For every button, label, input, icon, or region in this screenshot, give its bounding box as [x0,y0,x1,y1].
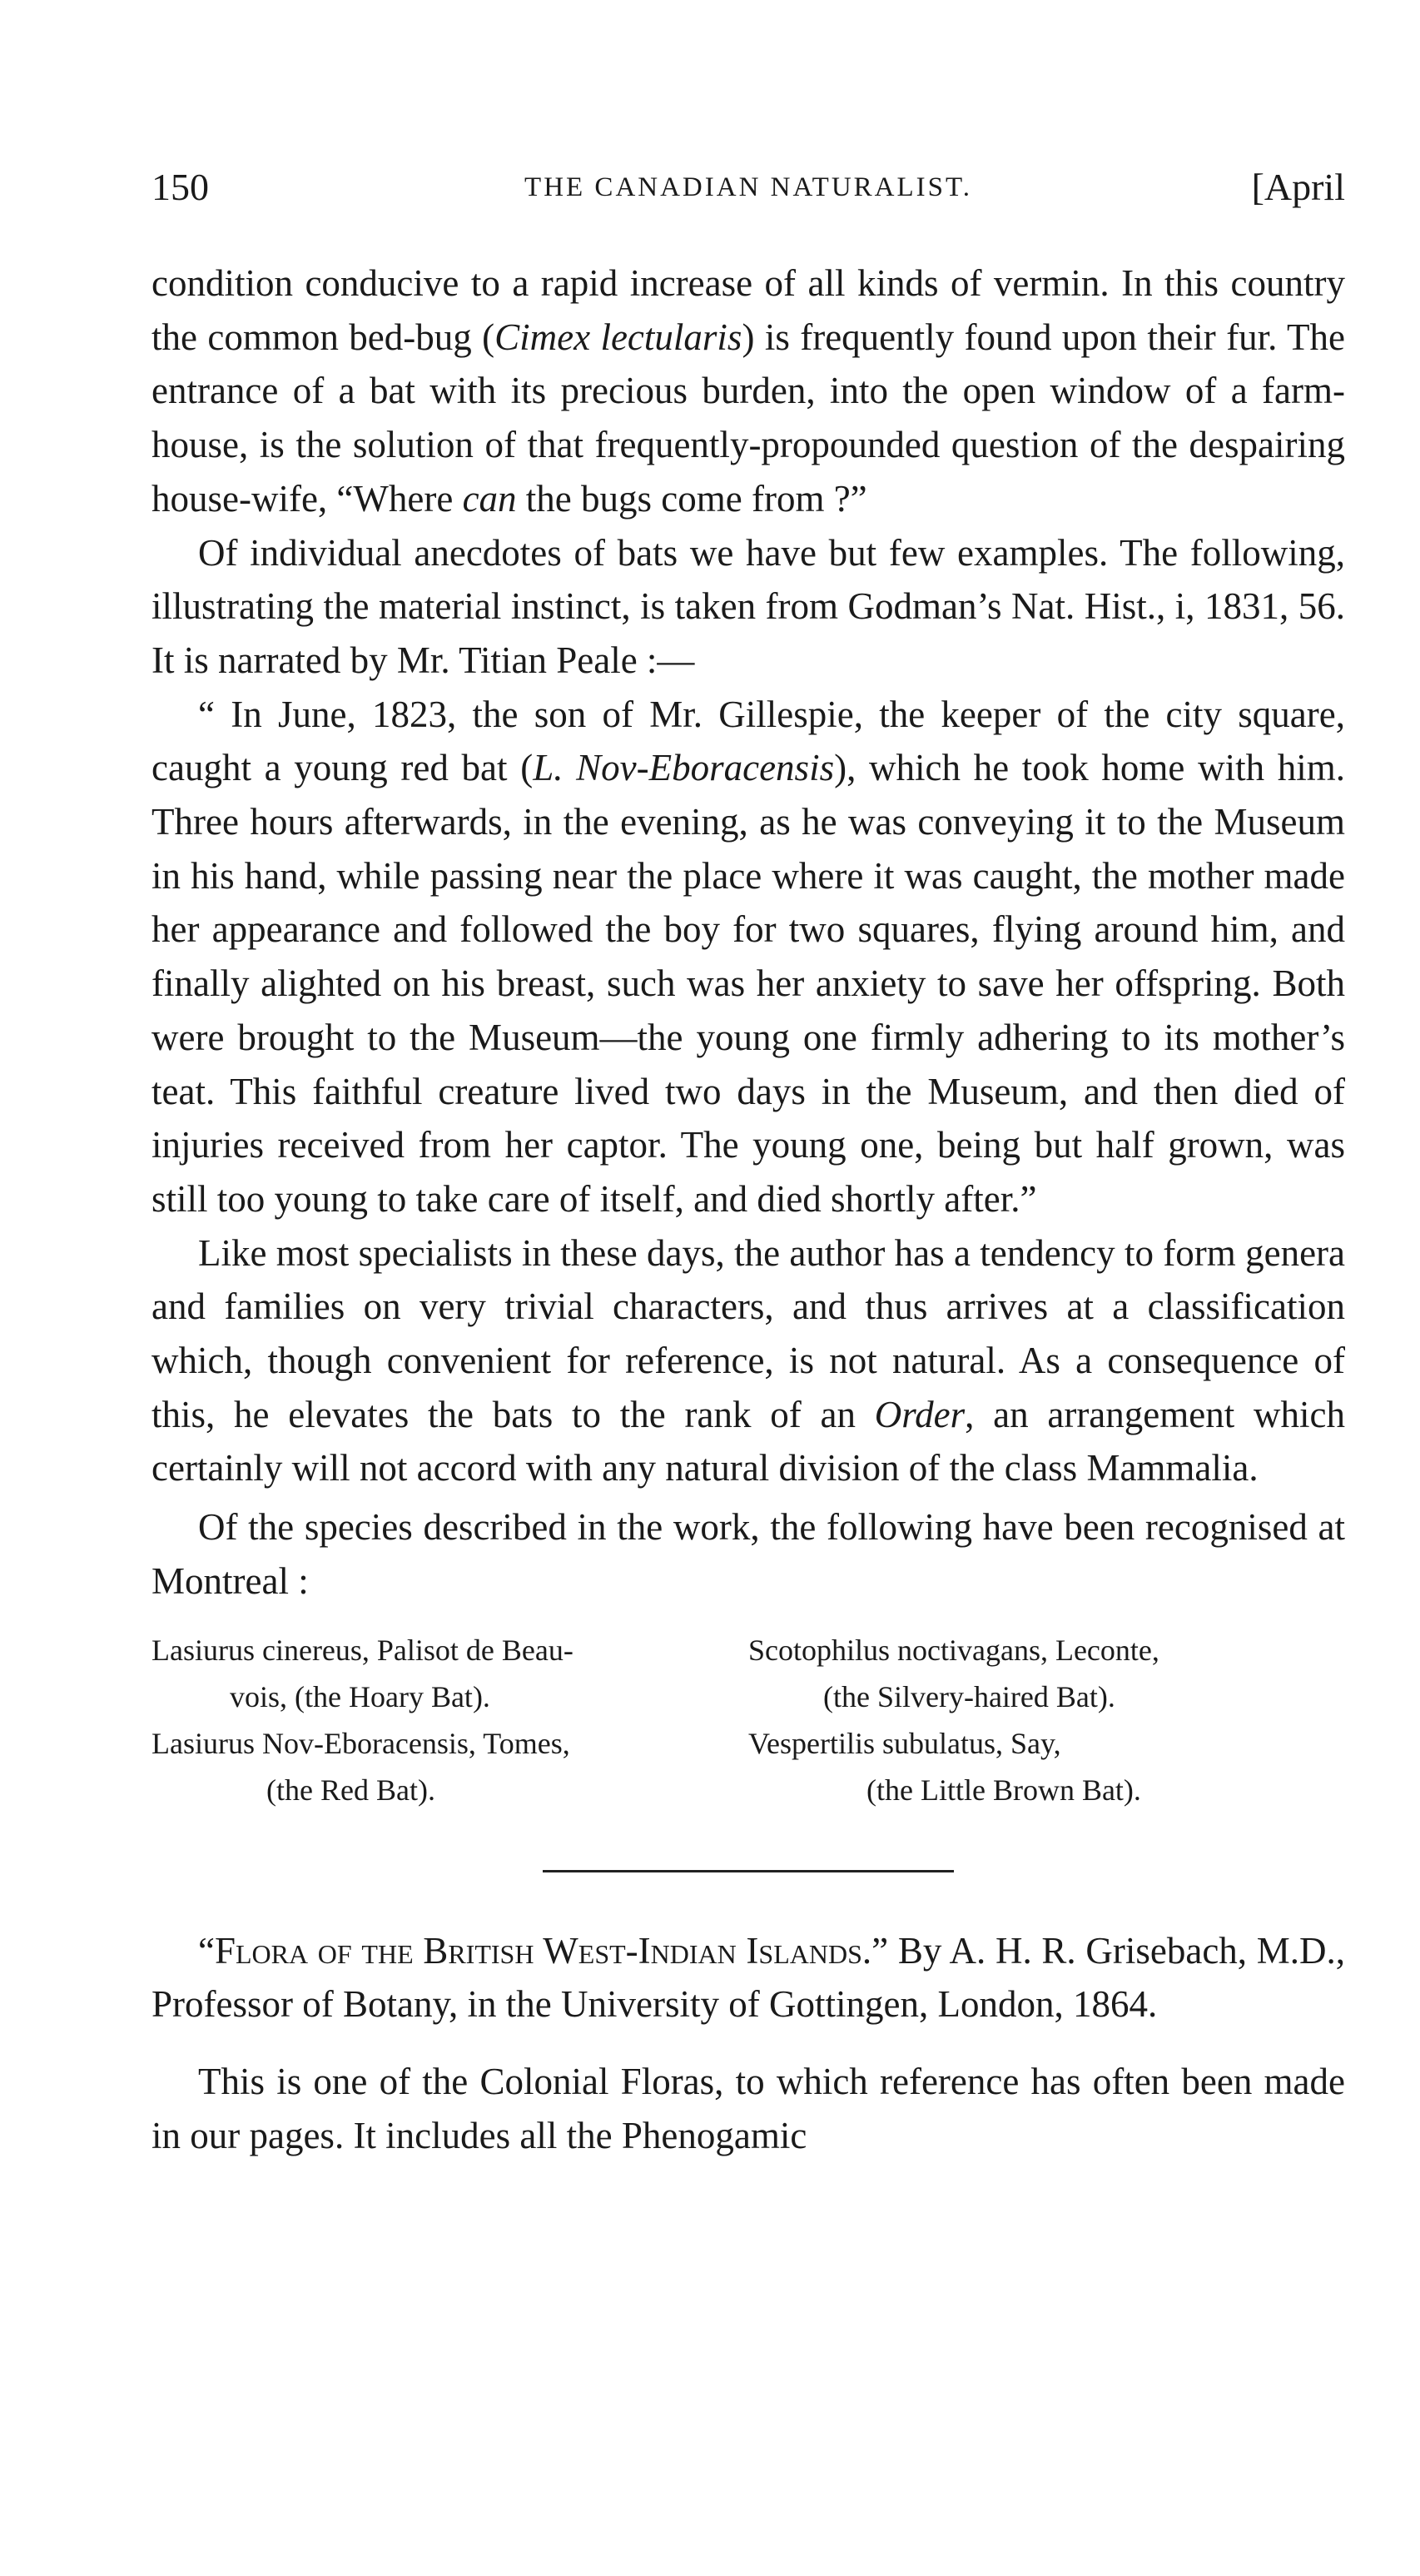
species-name: Vespertilis subulatus, Say, [748,1726,1061,1760]
species-name: Lasiurus Nov-Eboracensis, Tomes, [151,1726,570,1760]
book-review [151,1924,1345,2163]
emphasis-italic: can [462,477,517,520]
species-name: Scotophilus noctivagans, Leconte, [748,1633,1159,1667]
species-entry [151,1720,748,1813]
review-title: Flora of the British West-Indian Islands. [214,1929,872,1972]
review-paragraph: This is one of the Colonial Floras, to which reference has often been made in our pages. It includes all the Phenogamic [151,2060,1345,2156]
text-run: ) is frequently found upon their fur. The entrance of a bat with its precious burden, into the open window of a farm-house, is the solution of that frequently-propounded question of the despairing house-wife, “Where [151,316,1345,520]
open-quote: “ [198,1929,215,1972]
species-name-italic: L. Nov-Eboracensis [533,747,835,789]
species-common-name: (the Silvery-haired Bat). [823,1679,1115,1713]
species-common-name: (the Red Bat). [266,1773,435,1807]
text-run: ), which he took home with him. Three hours afterwards, in the evening, as he was conveying it to the Museum in his hand, while passing near the place where it was caught, the mother made her appearance and followed the boy for two squares, flying around him, and finally alighted on his breast, such was her anxiety to save her offspring. Both were brought to the Museum—the young one firmly adhering to its mother’s teat. This faithful creature lived two days in the Museum, and then died of injuries received from her captor. The young one, being but half grown, was still too young to take care of itself, and died shortly after.” [151,747,1345,1220]
species-name: Lasiurus cinereus, Palisot de Beau- [151,1633,573,1667]
species-common-name: (the Little Brown Bat). [866,1773,1141,1807]
paragraph-quotation [151,688,1345,1226]
issue-month: [April [1251,166,1345,208]
review-heading [151,1924,1345,2031]
species-row [151,1720,1345,1813]
species-list [151,1627,1345,1813]
running-title: THE CANADIAN NATURALIST. [524,172,972,202]
running-head [151,158,1345,216]
close-quote: ” [871,1929,889,1972]
text-run: “ In June, 1823, the son of Mr. Gillespie, the keeper of the city square, caught a young red bat ( [151,693,1345,789]
paragraph-classification [151,1226,1345,1496]
species-row [151,1627,1345,1720]
text-run: condition conducive to a rapid increase of all kinds of vermin. In this country the common bed-bug ( [151,262,1345,358]
species-entry [151,1627,748,1720]
species-common-name: vois, (the Hoary Bat). [230,1679,490,1713]
species-name-italic: Cimex lectularis [494,316,742,358]
page-number: 150 [151,166,209,208]
emphasis-italic: Order [874,1393,966,1435]
paragraph-species-intro: Of the species described in the work, the following have been recognised at Montreal : [151,1506,1345,1602]
text-run: , an arrangement which certainly will not accord with any natural division of the class Mammalia. [151,1393,1345,1489]
paragraph-anecdotes: Of individual anecdotes of bats we have but few examples. The following, illustrating the material instinct, is taken from Godman’s Nat. Hist., i, 1831, 56. It is narrated by Mr. Titian Peale :— [151,531,1345,681]
article-body [151,256,1345,1609]
species-entry [748,1720,1345,1813]
species-entry [748,1627,1345,1720]
text-run: Like most specialists in these days, the author has a tendency to form genera and families on very trivial characters, and thus arrives at a classification which, though convenient for reference, is not natural. As a consequence of this, he elevates the bats to the rank of an [151,1231,1345,1435]
book-page [151,158,1345,2162]
review-byline: By A. H. R. Grisebach, M.D., Professor of Botany, in the University of Gottingen, London, 1864. [151,1929,1345,2026]
section-divider [543,1870,954,1872]
paragraph-vermin [151,256,1345,526]
text-run: the bugs come from ?” [516,477,867,520]
